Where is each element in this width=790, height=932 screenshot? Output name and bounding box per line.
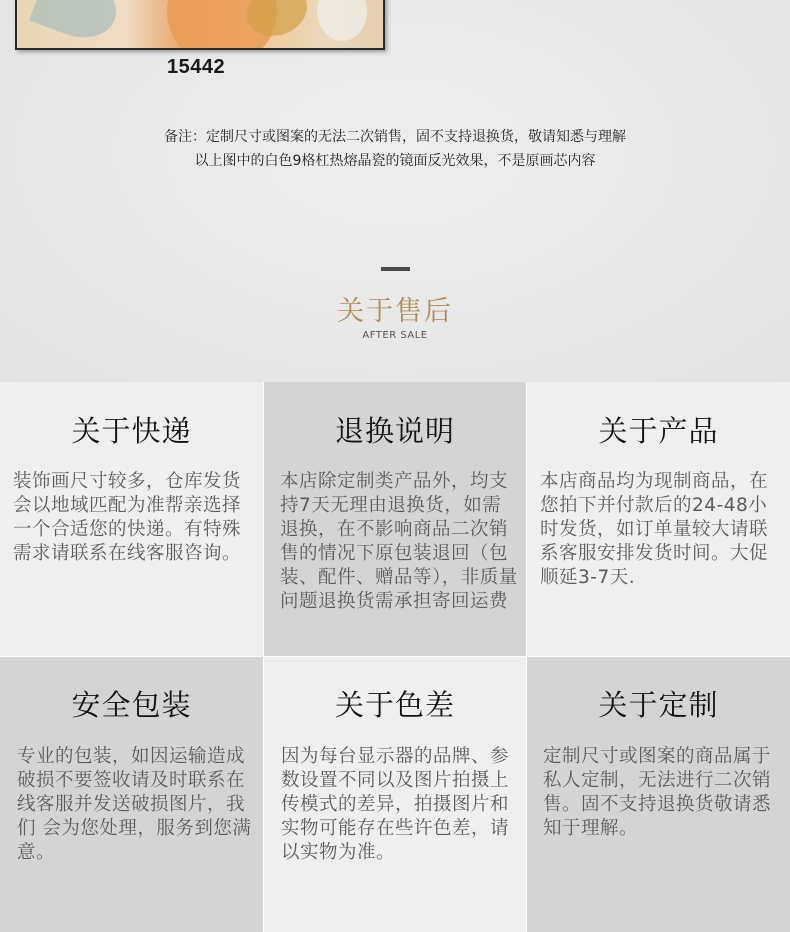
ginkgo-leaf-shape bbox=[247, 0, 307, 36]
card-express bbox=[0, 382, 263, 656]
card-body: 专业的包装，如因运输造成破损不要签收请及时联系在线客服并发送破损图片，我们 会为您处理，服务到您满意。 bbox=[17, 746, 252, 863]
card-color-difference bbox=[264, 657, 526, 932]
section-title: 关于售后 bbox=[337, 296, 453, 327]
section-divider bbox=[381, 267, 410, 271]
card-returns bbox=[264, 382, 526, 656]
card-title: 关于色差 bbox=[334, 688, 455, 722]
card-title: 退换说明 bbox=[334, 414, 455, 448]
product-code: 15442 bbox=[167, 56, 226, 78]
card-product bbox=[527, 382, 790, 656]
card-title: 关于产品 bbox=[598, 414, 719, 448]
white-leaf-shape bbox=[317, 0, 367, 41]
card-title: 关于快递 bbox=[71, 414, 192, 448]
after-sale-grid bbox=[0, 382, 790, 932]
card-body: 本店除定制类产品外，均支持7天无理由退换货，如需退换，在不影响商品二次销售的情况下原包装退回（包装、配件、赠品等），非质量问题退换货需承担寄回运费 bbox=[280, 471, 518, 612]
card-title: 安全包装 bbox=[71, 688, 192, 722]
card-packaging bbox=[0, 657, 263, 932]
card-body: 因为每台显示器的品牌、参数设置不同以及图片拍摄上传模式的差异，拍摄图片和实物可能存在些许色差，请以实物为准。 bbox=[281, 746, 510, 863]
section-subtitle: AFTER SALE bbox=[362, 330, 428, 341]
note-line-1: 备注：定制尺寸或图案的无法二次销售，固不支持退换货，敬请知悉与理解 bbox=[164, 129, 626, 145]
note-line-2: 以上图中的白色9格杠热熔晶瓷的镜面反光效果，不是原画芯内容 bbox=[194, 153, 596, 169]
top-banner bbox=[0, 0, 790, 382]
card-title: 关于定制 bbox=[598, 688, 719, 722]
product-artwork-image bbox=[15, 0, 385, 50]
leaf-shape bbox=[29, 0, 125, 48]
card-body: 装饰画尺寸较多，仓库发货会以地域匹配为准帮亲选择一个合适您的快递。有特殊需求请联系在线客服咨询。 bbox=[13, 471, 242, 564]
card-customization bbox=[527, 657, 790, 932]
card-body: 定制尺寸或图案的商品属于私人定制，无法进行二次销售。固不支持退换货敬请悉知于理解。 bbox=[543, 746, 772, 839]
card-body: 本店商品均为现制商品，在您拍下并付款后的24-48小时发货，如订单量较大请联系客服安排发货时间。大促顺延3-7天. bbox=[540, 471, 769, 588]
